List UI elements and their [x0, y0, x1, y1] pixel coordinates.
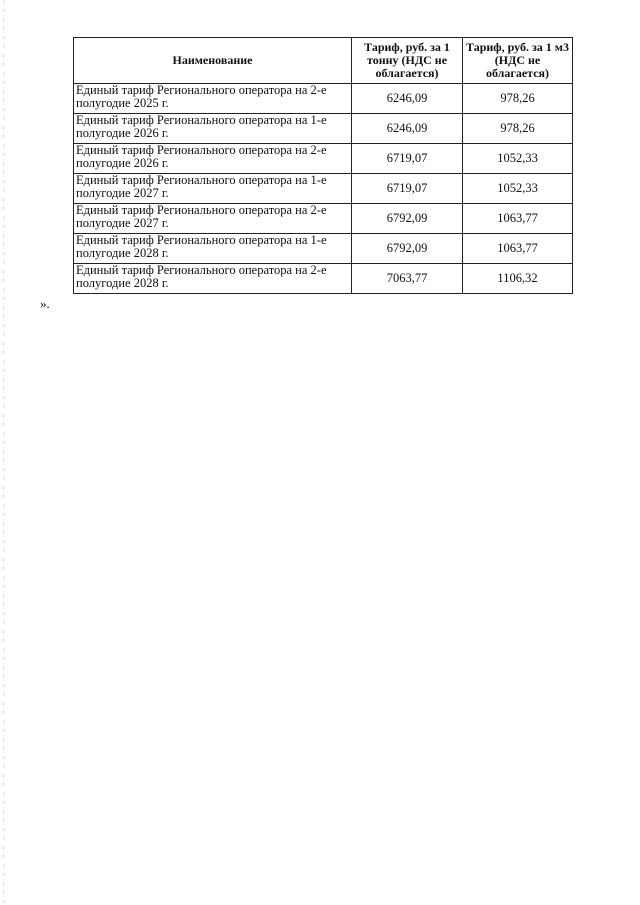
row-name: Единый тариф Регионального оператора на 2-е полугодие 2028 г. [74, 264, 352, 294]
header-tariff-per-m3: Тариф, руб. за 1 м3 (НДС не облагается) [463, 38, 573, 84]
row-tariff-per-m3: 978,26 [463, 84, 573, 114]
row-name: Единый тариф Регионального оператора на 2-е полугодие 2027 г. [74, 204, 352, 234]
tariff-table [73, 37, 573, 294]
table-row [74, 114, 573, 144]
row-tariff-per-ton: 6719,07 [352, 174, 463, 204]
row-tariff-per-ton: 6719,07 [352, 144, 463, 174]
table-row [74, 204, 573, 234]
closing-quote-mark: ». [40, 296, 50, 311]
row-tariff-per-ton: 7063,77 [352, 264, 463, 294]
row-tariff-per-m3: 1106,32 [463, 264, 573, 294]
row-name: Единый тариф Регионального оператора на 2-е полугодие 2026 г. [74, 144, 352, 174]
table-row [74, 234, 573, 264]
table-row [74, 84, 573, 114]
table-row [74, 144, 573, 174]
row-name: Единый тариф Регионального оператора на 2-е полугодие 2025 г. [74, 84, 352, 114]
table-row [74, 264, 573, 294]
row-tariff-per-m3: 1052,33 [463, 144, 573, 174]
row-name: Единый тариф Регионального оператора на 1-е полугодие 2026 г. [74, 114, 352, 144]
table-header-row [74, 38, 573, 84]
header-tariff-per-ton: Тариф, руб. за 1 тонну (НДС не облагается) [352, 38, 463, 84]
row-tariff-per-m3: 1063,77 [463, 234, 573, 264]
row-tariff-per-ton: 6792,09 [352, 234, 463, 264]
row-tariff-per-m3: 1052,33 [463, 174, 573, 204]
table-row [74, 174, 573, 204]
row-tariff-per-ton: 6246,09 [352, 84, 463, 114]
row-tariff-per-ton: 6792,09 [352, 204, 463, 234]
row-name: Единый тариф Регионального оператора на 1-е полугодие 2027 г. [74, 174, 352, 204]
row-name: Единый тариф Регионального оператора на 1-е полугодие 2028 г. [74, 234, 352, 264]
scan-edge-artifact [3, 0, 4, 905]
row-tariff-per-ton: 6246,09 [352, 114, 463, 144]
row-tariff-per-m3: 978,26 [463, 114, 573, 144]
header-name: Наименование [74, 38, 352, 84]
row-tariff-per-m3: 1063,77 [463, 204, 573, 234]
